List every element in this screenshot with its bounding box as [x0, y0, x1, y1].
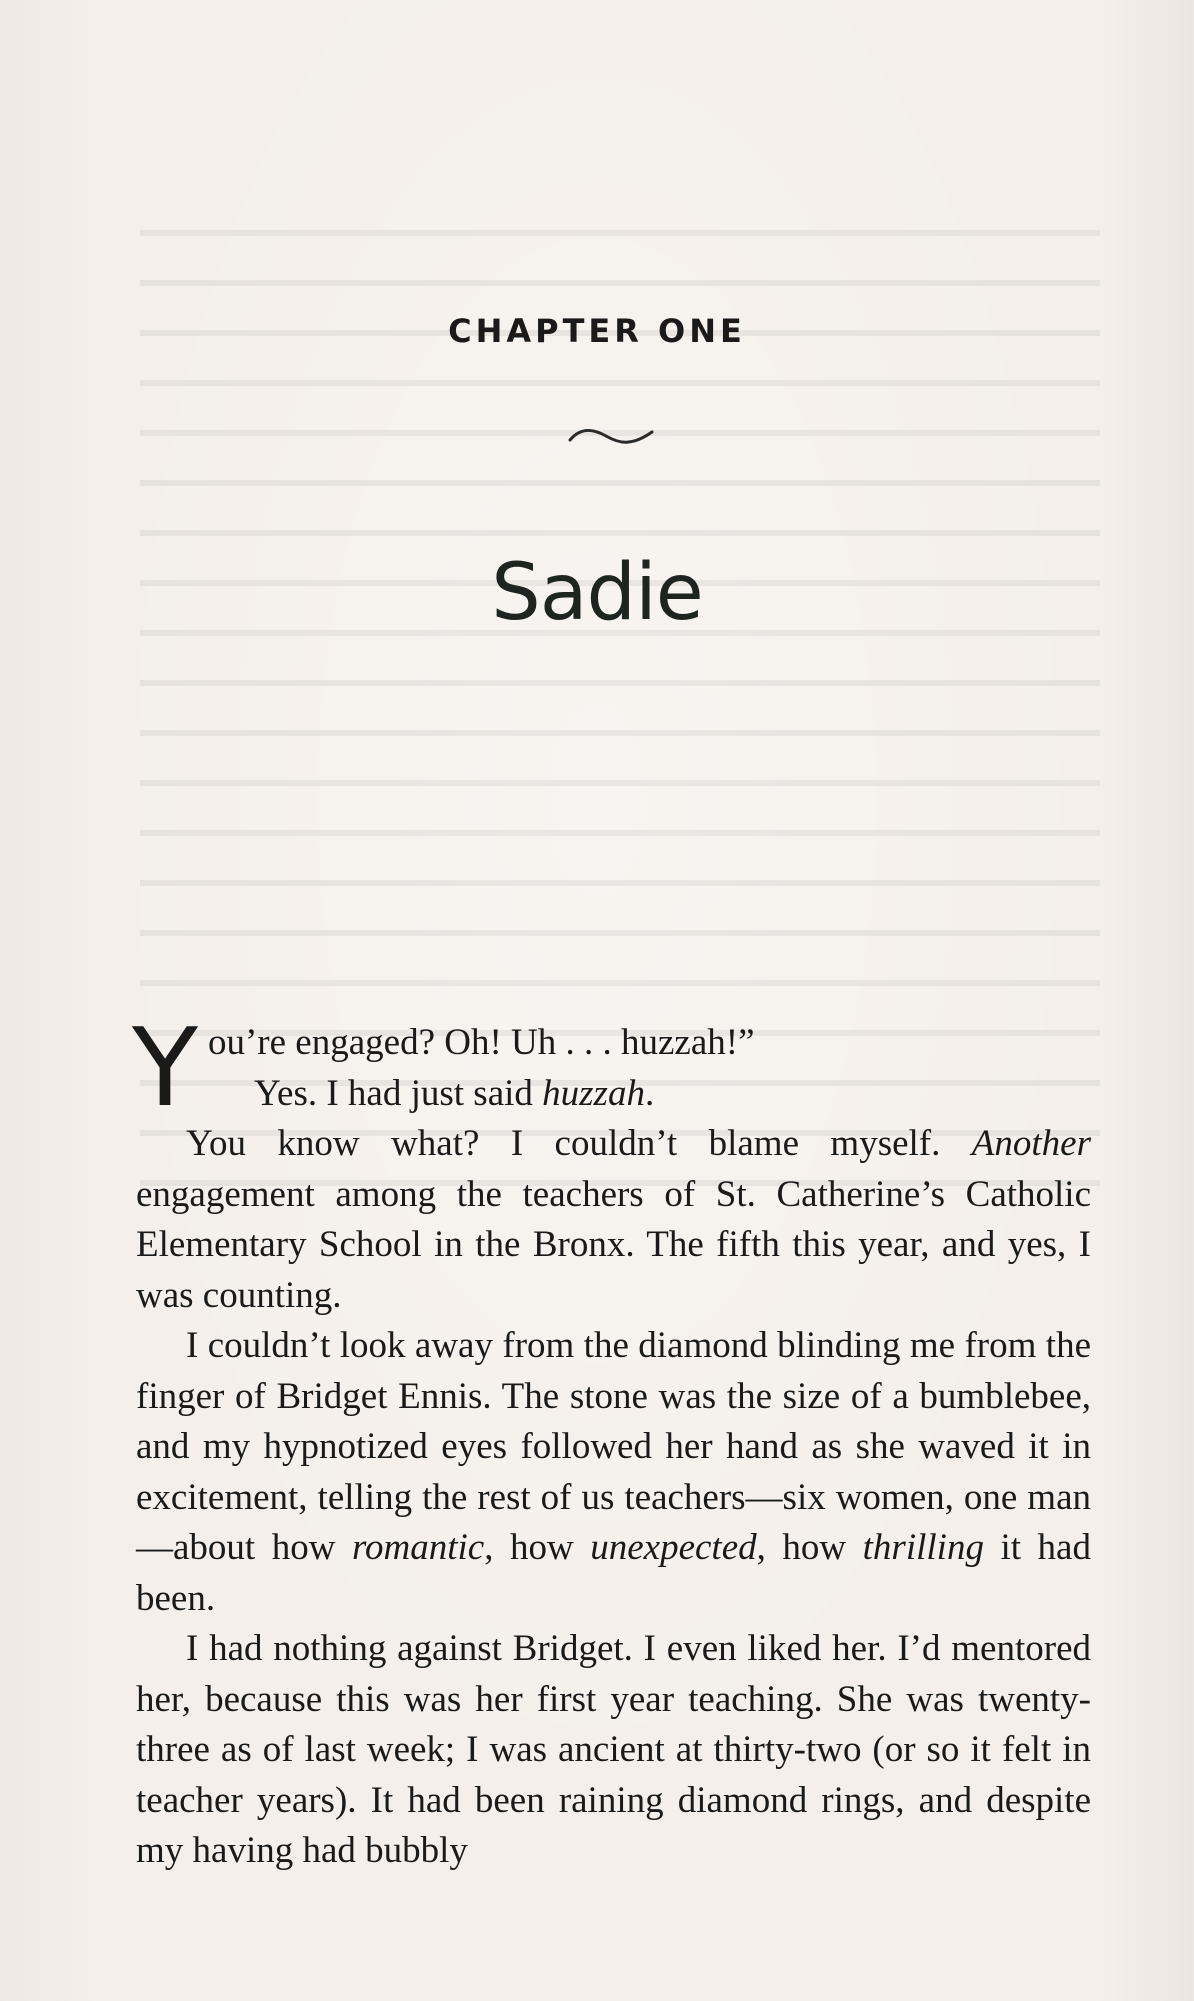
paragraph-3: You know what? I couldn’t blame myself. Another engagement among the teachers of St. Catherine’s Catholic Elementary School in the Bronx. The fifth this year, and yes, I was counting. [136, 1123, 1091, 1316]
paragraph-4: I couldn’t look away from the diamond blinding me from the finger of Bridget Ennis. The stone was the size of a bumblebee, and my hypnotized eyes followed her hand as she waved it in excitement, telling the rest of us teachers—six women, one man—about how romantic, how unexpected, how thrilling it had been. [136, 1325, 1091, 1619]
italic-text: romantic [351, 1527, 485, 1568]
italic-text: Another [971, 1123, 1091, 1164]
ornament-swash [566, 424, 656, 450]
paragraph-1-text: ou’re engaged? Oh! Uh . . . huzzah!” [207, 1022, 755, 1063]
chapter-label: CHAPTER ONE [448, 312, 746, 350]
body-text [132, 1006, 1091, 1877]
italic-text: huzzah [542, 1072, 645, 1114]
chapter-title: Sadie [491, 548, 703, 638]
paragraph-2: Yes. I had just said huzzah. [254, 1072, 655, 1114]
italic-text: thrilling [862, 1527, 984, 1568]
drop-cap: Y [132, 1006, 198, 1131]
italic-text: unexpected [590, 1527, 757, 1568]
paragraph-5: I had nothing against Bridget. I even liked her. I’d mentored her, because this was her first year teaching. She was twenty-three as of last week; I was ancient at thirty-two (or so it felt in teacher years). It had been raining diamond rings, and despite my having had bubbly [136, 1628, 1091, 1871]
